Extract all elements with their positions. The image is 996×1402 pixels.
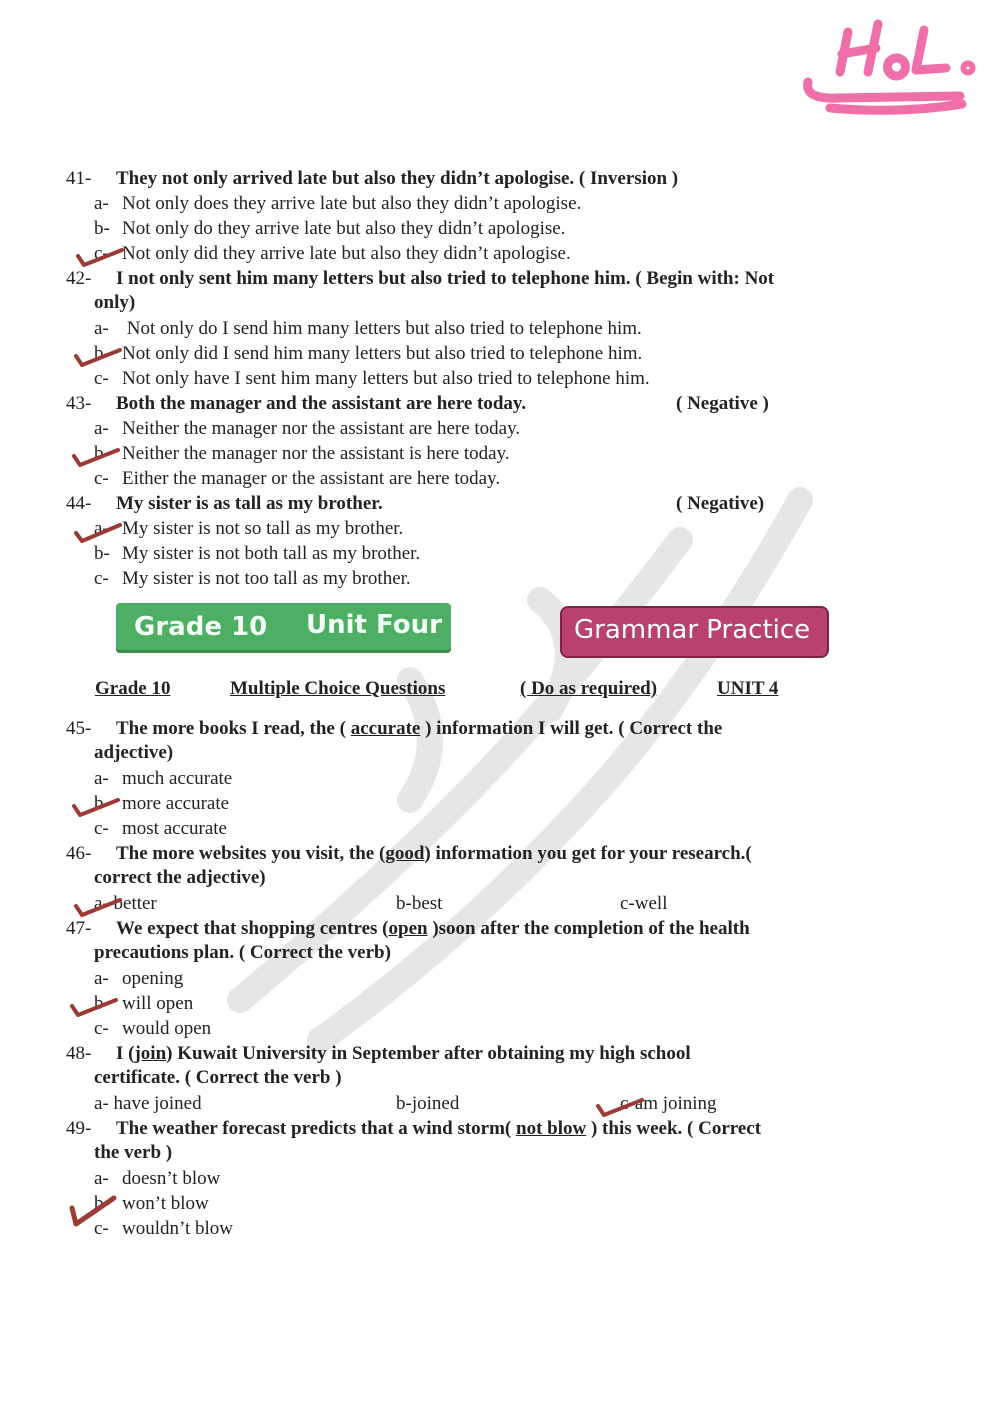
question-prompt-continued: certificate. ( Correct the verb ) xyxy=(94,1067,342,1088)
answer-check-icon xyxy=(72,896,124,918)
question-prompt-continued: precautions plan. ( Correct the verb) xyxy=(94,942,391,963)
question-instruction-tag: ( Negative) xyxy=(676,493,765,514)
option-text: more accurate xyxy=(122,793,230,814)
question-41 xyxy=(66,167,886,191)
question-prompt: I not only sent him many letters but also tried to telephone him. ( Begin with: Not xyxy=(116,268,775,289)
option-letter: b- xyxy=(94,218,110,239)
option-text: would open xyxy=(122,1018,212,1039)
option-letter: c- xyxy=(94,368,109,389)
option-text: Not only does they arrive late but also they didn’t apologise. xyxy=(122,193,582,214)
option-44a xyxy=(94,517,403,541)
option-text: Not only do I send him many letters but also tried to telephone him. xyxy=(122,318,642,339)
question-prompt-end: ) information I will get. ( Correct the xyxy=(420,718,723,739)
option-letter: b- xyxy=(94,1193,110,1214)
question-prompt-start: The weather forecast predicts that a wind storm( xyxy=(116,1118,517,1139)
question-number: 44- xyxy=(66,493,92,514)
option-48b: b-joined xyxy=(396,1093,460,1114)
answer-check-icon xyxy=(72,346,124,368)
question-instruction-tag: ( Negative ) xyxy=(676,393,769,414)
question-number: 47- xyxy=(66,918,92,939)
option-letter: c- xyxy=(94,468,109,489)
question-47 xyxy=(66,917,886,965)
option-46b: b-best xyxy=(396,893,443,914)
option-47c xyxy=(94,1017,211,1041)
question-42 xyxy=(66,267,886,315)
question-prompt-continued: adjective) xyxy=(94,742,174,763)
question-number: 45- xyxy=(66,718,92,739)
option-text: opening xyxy=(122,968,184,989)
option-text: My sister is not so tall as my brother. xyxy=(122,518,404,539)
question-prompt: Both the manager and the assistant are here today. xyxy=(116,393,527,414)
question-prompt-start: The more books I read, the ( xyxy=(116,718,351,739)
option-letter: a- xyxy=(94,768,109,789)
question-number: 42- xyxy=(66,268,92,289)
question-number: 43- xyxy=(66,393,92,414)
option-41a xyxy=(94,192,581,216)
question-number: 48- xyxy=(66,1043,92,1064)
option-letter: c- xyxy=(94,243,109,264)
option-49a xyxy=(94,1167,220,1191)
option-letter: b- xyxy=(94,543,110,564)
option-text: will open xyxy=(122,993,194,1014)
question-prompt-continued: only) xyxy=(94,292,136,313)
option-46c: c-well xyxy=(620,893,668,914)
question-43 xyxy=(66,392,886,416)
option-45a xyxy=(94,767,232,791)
question-prompt-continued: the verb ) xyxy=(94,1142,173,1163)
option-letter: a- xyxy=(94,518,109,539)
underlined-word: not blow xyxy=(516,1118,587,1139)
option-43a xyxy=(94,417,520,441)
option-text: doesn’t blow xyxy=(122,1168,221,1189)
question-48 xyxy=(66,1042,886,1090)
question-44 xyxy=(66,492,886,516)
option-41b xyxy=(94,217,565,241)
question-prompt-end: ) Kuwait University in September after obtaining my high school xyxy=(166,1043,691,1064)
answer-check-icon xyxy=(68,996,120,1018)
handwritten-initials-mark xyxy=(800,10,980,120)
option-text: wouldn’t blow xyxy=(122,1218,234,1239)
question-number: 49- xyxy=(66,1118,92,1139)
option-48c: c-am joining xyxy=(620,1093,717,1114)
option-letter: c- xyxy=(94,818,109,839)
option-letter: c- xyxy=(94,1018,109,1039)
option-text: My sister is not both tall as my brother. xyxy=(122,543,421,564)
answer-check-icon xyxy=(72,521,124,543)
option-text: Neither the manager nor the assistant are here today. xyxy=(122,418,521,439)
option-letter: a- xyxy=(94,193,109,214)
option-text: Not only did they arrive late but also they didn’t apologise. xyxy=(122,243,571,264)
question-prompt-continued: correct the adjective) xyxy=(94,867,266,888)
option-text: Not only have I sent him many letters but also tried to telephone him. xyxy=(122,368,650,389)
grade-unit-banner xyxy=(116,603,451,653)
banner-practice-label: Grammar Practice xyxy=(574,615,811,645)
option-43b xyxy=(94,442,510,466)
option-42a xyxy=(94,317,642,341)
option-42c xyxy=(94,367,650,391)
question-number: 41- xyxy=(66,168,92,189)
option-letter: b- xyxy=(94,993,110,1014)
option-letter: a- xyxy=(94,418,109,439)
underlined-word: join xyxy=(134,1043,167,1064)
option-letter: b- xyxy=(94,793,110,814)
subheader-mcq: Multiple Choice Questions xyxy=(230,678,446,699)
question-prompt-start: I ( xyxy=(116,1043,135,1064)
option-43c xyxy=(94,467,500,491)
option-text: most accurate xyxy=(122,818,227,839)
question-45 xyxy=(66,717,886,765)
question-prompt-end: )soon after the completion of the health xyxy=(427,918,750,939)
option-text: much accurate xyxy=(122,768,233,789)
option-41c xyxy=(94,242,571,266)
option-letter: a- xyxy=(94,1168,109,1189)
underlined-word: accurate xyxy=(350,718,421,739)
option-47a xyxy=(94,967,183,991)
answer-check-icon xyxy=(70,796,122,818)
underlined-word: good xyxy=(385,843,425,864)
banner-grade-label: Grade 10 xyxy=(134,612,268,642)
question-prompt-end: ) information you get for your research.( xyxy=(424,843,752,864)
answer-check-icon xyxy=(68,1194,120,1228)
option-45c xyxy=(94,817,227,841)
underlined-word: open xyxy=(388,918,428,939)
subheader-grade: Grade 10 xyxy=(95,678,171,699)
option-letter: a- xyxy=(94,318,109,339)
option-48a: a- have joined xyxy=(94,1093,202,1114)
answer-check-icon xyxy=(70,446,122,468)
option-text: Not only do they arrive late but also they didn’t apologise. xyxy=(122,218,566,239)
question-46 xyxy=(66,842,886,890)
option-letter: a- xyxy=(94,968,109,989)
answer-check-icon xyxy=(594,1096,646,1118)
subheader-unit: UNIT 4 xyxy=(717,678,779,699)
question-prompt-start: We expect that shopping centres ( xyxy=(116,918,389,939)
option-44b xyxy=(94,542,420,566)
option-text: won’t blow xyxy=(122,1193,209,1214)
option-text: My sister is not too tall as my brother. xyxy=(122,568,411,589)
option-46a: a- better xyxy=(94,893,157,914)
question-prompt: They not only arrived late but also they didn’t apologise. ( Inversion ) xyxy=(116,168,679,189)
subheader-required: ( Do as required) xyxy=(520,678,658,699)
question-prompt-end: ) this week. ( Correct xyxy=(586,1118,762,1139)
answer-check-icon xyxy=(74,246,126,268)
option-letter: b- xyxy=(94,343,110,364)
question-49 xyxy=(66,1117,886,1165)
grammar-practice-banner xyxy=(560,606,829,658)
option-text: Not only did I send him many letters but also tried to telephone him. xyxy=(122,343,643,364)
option-text: Neither the manager nor the assistant is here today. xyxy=(122,443,510,464)
question-prompt-start: The more websites you visit, the ( xyxy=(116,843,386,864)
banner-unit-label: Unit Four xyxy=(306,610,442,640)
option-letter: c- xyxy=(94,568,109,589)
option-letter: b- xyxy=(94,443,110,464)
question-prompt: My sister is as tall as my brother. xyxy=(116,493,383,514)
option-letter: c- xyxy=(94,1218,109,1239)
option-42b xyxy=(94,342,642,366)
option-44c xyxy=(94,567,411,591)
option-text: Either the manager or the assistant are here today. xyxy=(122,468,501,489)
question-number: 46- xyxy=(66,843,92,864)
